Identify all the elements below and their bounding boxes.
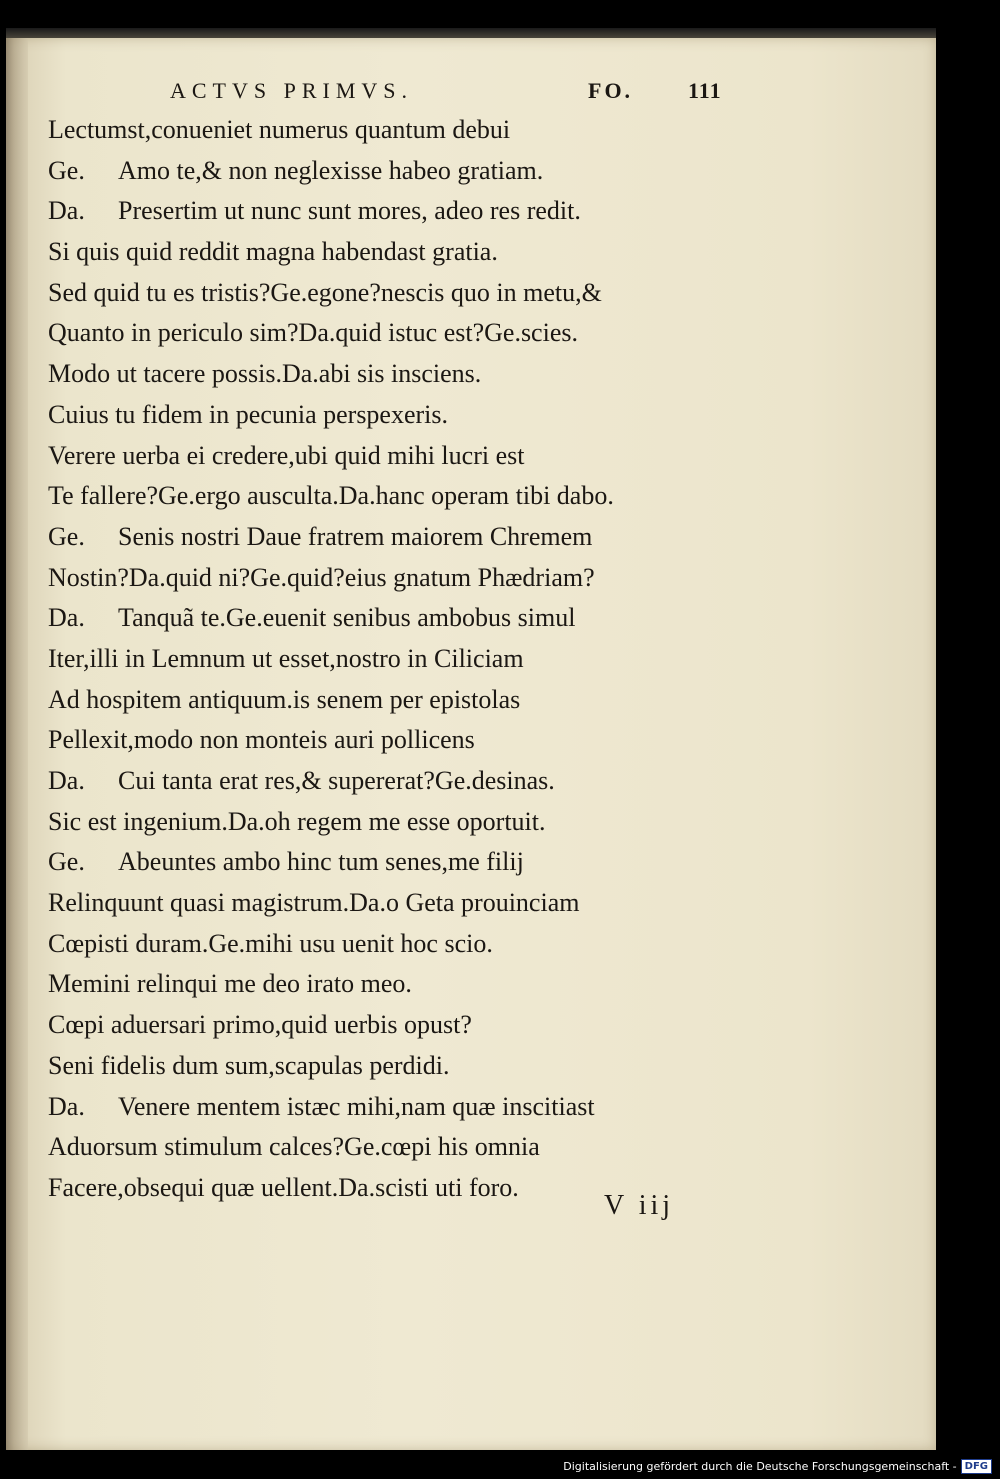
- verse-line-text: Modo ut tacere possis.Da.abi sis insciens.: [48, 359, 482, 389]
- verse-line-text: Venere mentem istæc mihi,nam quæ inscitiast: [118, 1091, 595, 1121]
- speaker-label: Ge.: [48, 847, 85, 877]
- verse-line: [48, 395, 708, 436]
- verse-line: [48, 517, 708, 558]
- verse-line: [48, 598, 708, 639]
- speaker-label: Da.: [48, 1091, 85, 1121]
- verse-line-text: Nostin?Da.quid ni?Ge.quid?eius gnatum Phædriam?: [48, 562, 595, 592]
- verse-line: [48, 313, 708, 354]
- folio-number: 111: [688, 78, 722, 103]
- verse-line: [48, 110, 708, 151]
- verse-line: [48, 1005, 708, 1046]
- dfg-logo: DFG: [961, 1459, 992, 1474]
- verse-line-text: Cui tanta erat res,& supererat?Ge.desinas.: [118, 766, 555, 795]
- signature-mark: V iij: [604, 1190, 675, 1221]
- verse-line: [48, 964, 708, 1005]
- verse-line-text: Abeuntes ambo hinc tum senes,me filij: [118, 847, 524, 877]
- verse-line-text: Tanquã te.Ge.euenit senibus ambobus simul: [118, 603, 576, 633]
- verse-line-text: Sed quid tu es tristis?Ge.egone?nescis quo in metu,&: [48, 277, 602, 307]
- verse-line: [48, 232, 708, 273]
- verse-line-text: Cœpi aduersari primo,quid uerbis opust?: [48, 1010, 472, 1040]
- verse-line-text: Si quis quid reddit magna habendast gratia.: [48, 237, 498, 267]
- verse-line: [48, 436, 708, 477]
- verse-line: [48, 924, 708, 965]
- footer-credit-text: Digitalisierung gefördert durch die Deutsche Forschungsgemeinschaft -: [563, 1459, 957, 1473]
- verse-line: [48, 802, 708, 843]
- speaker-label: Da.: [48, 196, 85, 226]
- verse-line: [48, 354, 708, 395]
- verse-line: [48, 680, 708, 721]
- verse-line-text: Verere uerba ei credere,ubi quid mihi lucri est: [48, 440, 525, 470]
- verse-line: [48, 151, 708, 192]
- speaker-label: Da.: [48, 603, 85, 633]
- verse-line-text: Sic est ingenium.Da.oh regem me esse oportuit.: [48, 806, 546, 836]
- verse-line: [48, 761, 708, 802]
- verse-line: [48, 1087, 708, 1128]
- verse-line: [48, 1127, 708, 1168]
- speaker-label: Ge.: [48, 155, 85, 185]
- verse-line-text: Quanto in periculo sim?Da.quid istuc est?Ge.scies.: [48, 318, 578, 348]
- verse-line-text: Memini relinqui me deo irato meo.: [48, 969, 412, 999]
- verse-line: [48, 191, 708, 232]
- verse-line-text: Senis nostri Daue fratrem maiorem Chremem: [118, 521, 593, 551]
- verse-line-text: Facere,obsequi quæ uellent.Da.scisti uti foro.: [48, 1172, 519, 1202]
- speaker-label: Da.: [48, 766, 85, 795]
- footer-credit: [563, 1457, 992, 1475]
- verse-line-text: Pellexit,modo non monteis auri pollicens: [48, 725, 475, 755]
- verse-line-text: Ad hospitem antiquum.is senem per epistolas: [48, 684, 521, 714]
- verse-line: [48, 639, 708, 680]
- verse-line: [48, 1046, 708, 1087]
- verse-line-text: Iter,illi in Lemnum ut esset,nostro in Ciliciam: [48, 643, 524, 673]
- speaker-label: Ge.: [48, 521, 85, 551]
- verse-line-text: Cœpisti duram.Ge.mihi usu uenit hoc scio.: [48, 928, 493, 958]
- verse-line-text: Aduorsum stimulum calces?Ge.cœpi his omnia: [48, 1132, 540, 1162]
- page-gutter: [6, 38, 28, 1450]
- running-head-title: ACTVS PRIMVS.: [170, 78, 414, 103]
- verse-line-text: Seni fidelis dum sum,scapulas perdidi.: [48, 1050, 450, 1080]
- verse-line: [48, 720, 708, 761]
- verse-line-text: Lectumst,conueniet numerus quantum debui: [48, 115, 511, 144]
- verse-line-text: Presertim ut nunc sunt mores, adeo res redit.: [118, 196, 581, 226]
- verse-line-text: Cuius tu fidem in pecunia perspexeris.: [48, 399, 449, 429]
- folio-label: FO.: [588, 78, 634, 103]
- verse-text-block: [48, 110, 708, 1209]
- verse-line-text: Relinquunt quasi magistrum.Da.o Geta prouinciam: [48, 888, 580, 918]
- verse-line: [48, 558, 708, 599]
- verse-line: [48, 842, 708, 883]
- verse-line: [48, 883, 708, 924]
- running-head: [170, 78, 730, 108]
- verse-line: [48, 273, 708, 314]
- verse-line-text: Te fallere?Ge.ergo ausculta.Da.hanc operam tibi dabo.: [48, 481, 614, 511]
- verse-line-text: Amo te,& non neglexisse habeo gratiam.: [118, 155, 544, 185]
- verse-line: [48, 476, 708, 517]
